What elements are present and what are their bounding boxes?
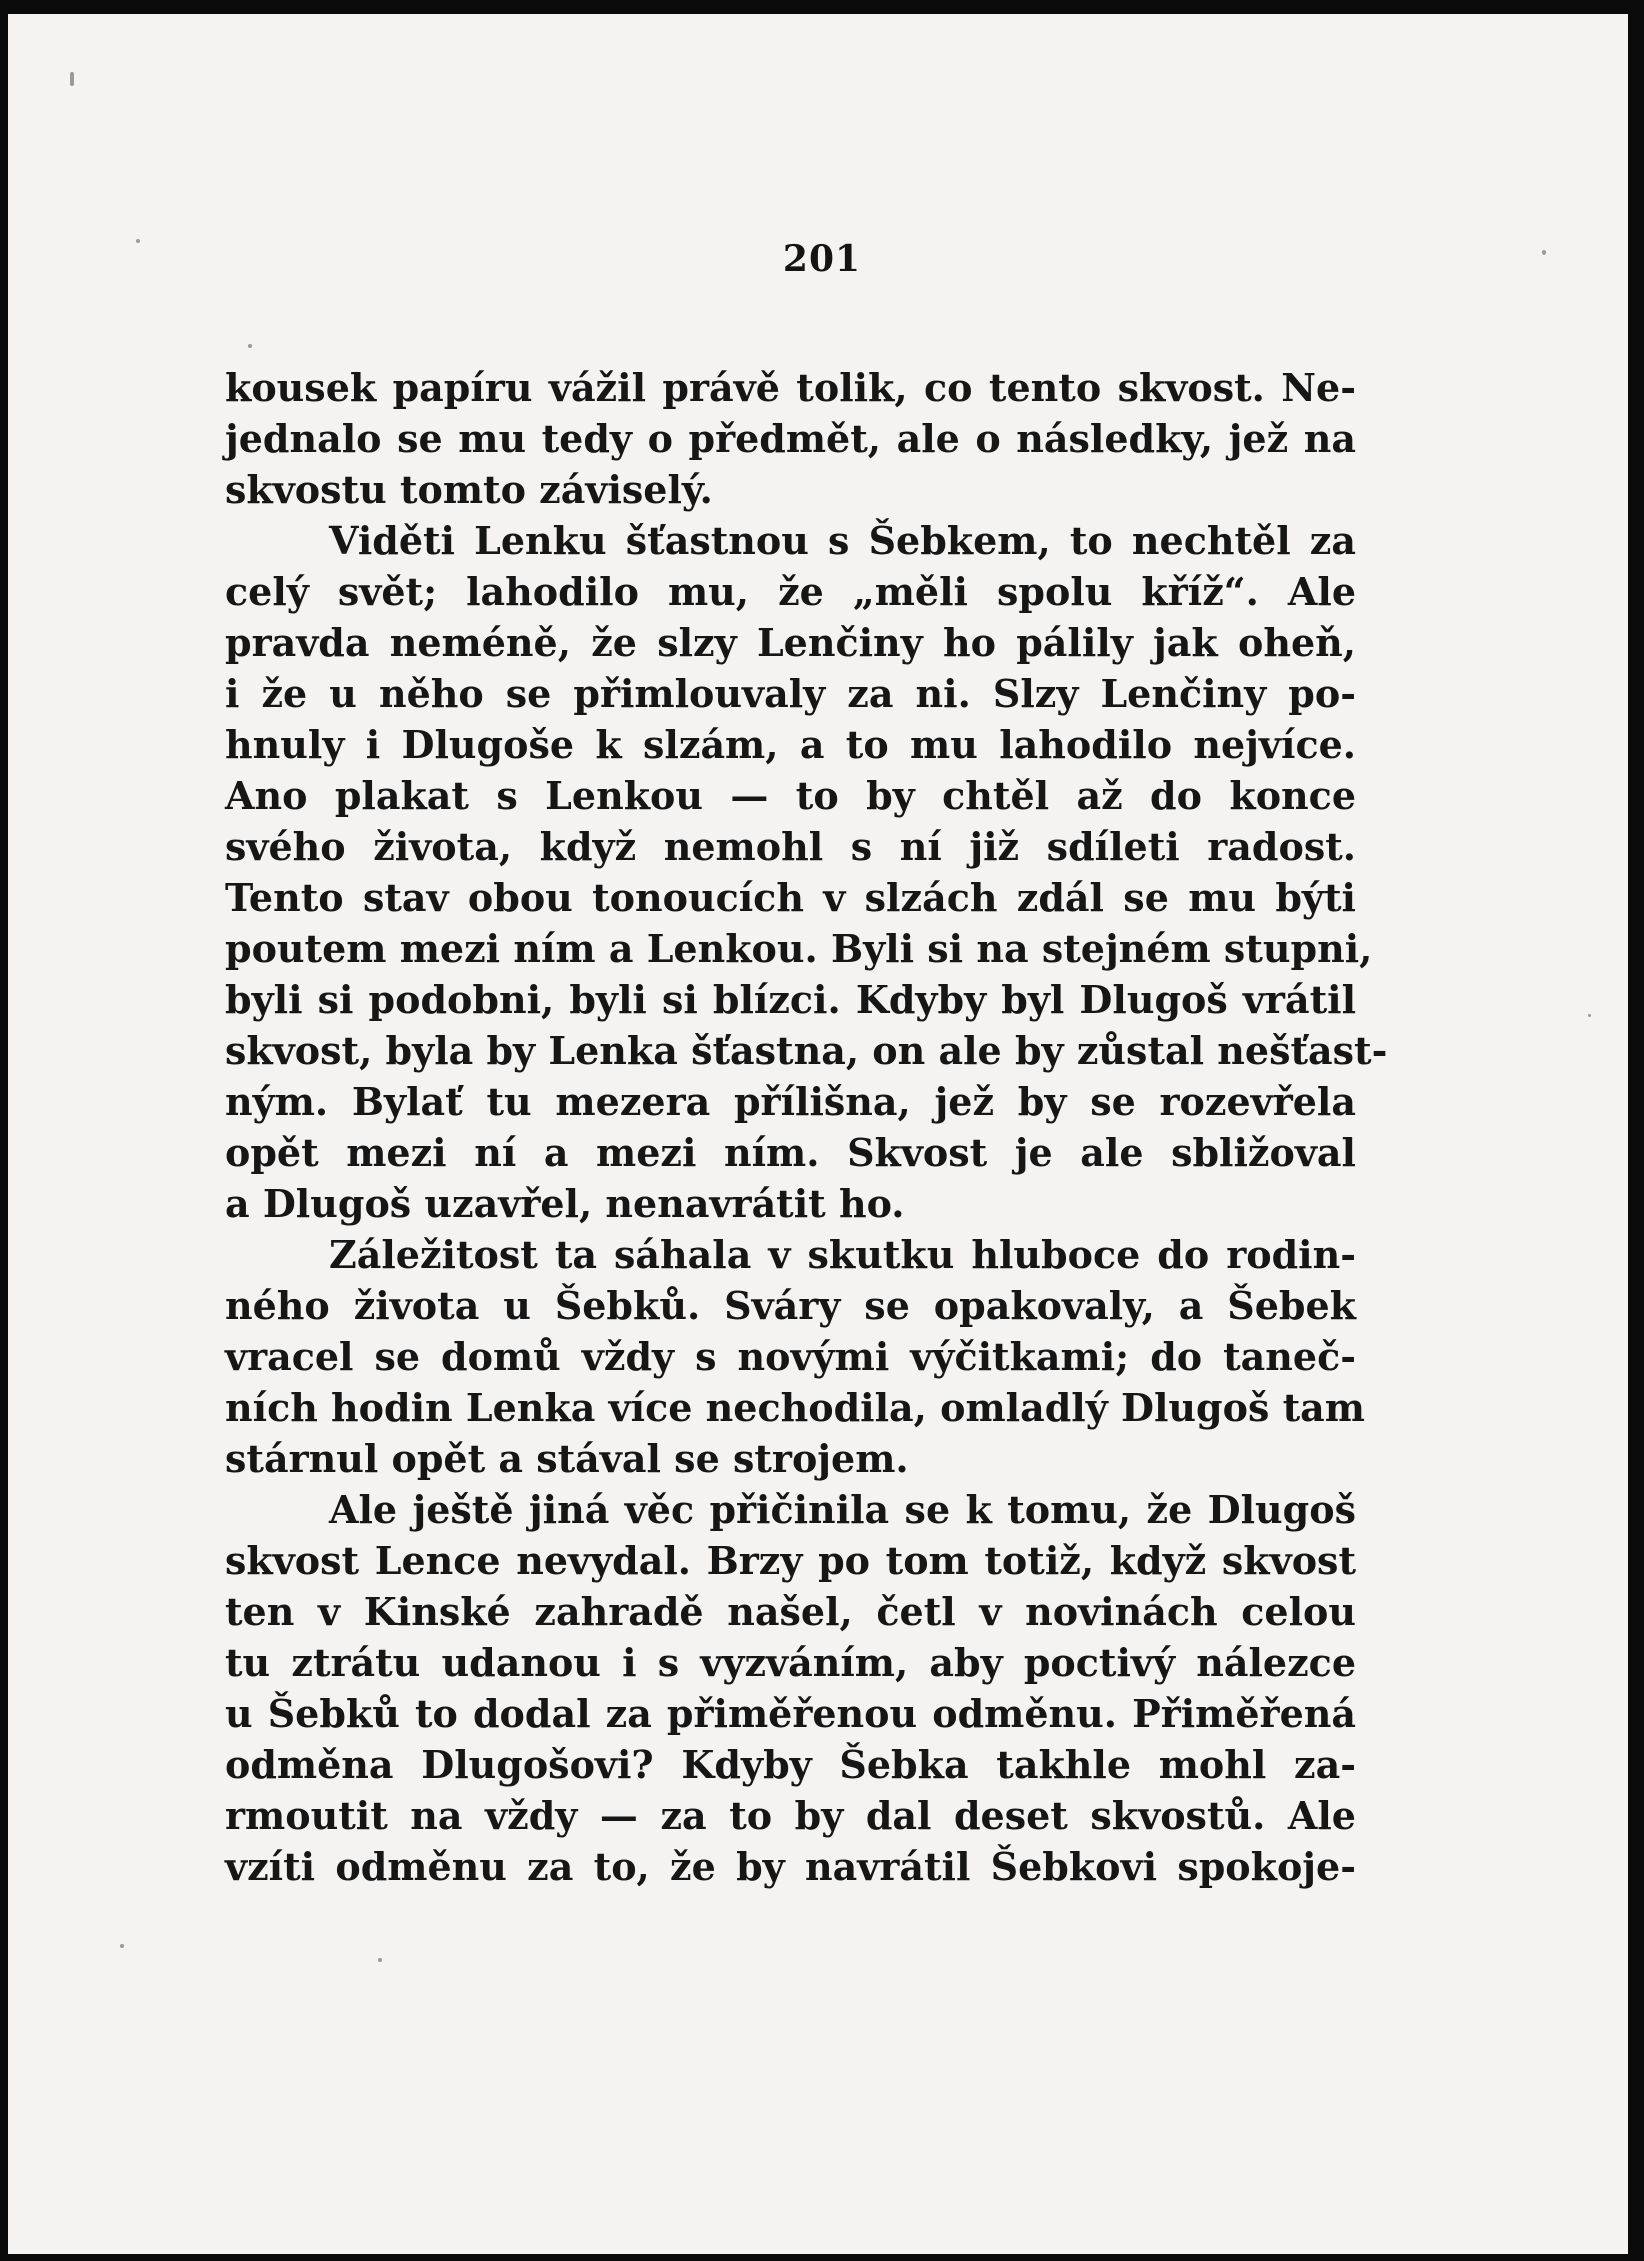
- text-line: u Šebků to dodal za přiměřenou odměnu. Přiměřená: [225, 1691, 1356, 1736]
- text-line: skvost Lence nevydal. Brzy po tom totiž, když skvost: [225, 1538, 1356, 1583]
- text-line: hnuly i Dlugoše k slzám, a to mu lahodilo nejvíce.: [225, 722, 1356, 767]
- dust-speck: [1588, 1014, 1591, 1017]
- text-line: vzíti odměnu za to, že by navrátil Šebkovi spokoje-: [225, 1844, 1356, 1889]
- text-line: ným. Bylať tu mezera přílišna, jež by se rozevřela: [225, 1079, 1356, 1124]
- text-line: svého života, když nemohl s ní již sdíleti radost.: [225, 824, 1356, 869]
- text-line: celý svět; lahodilo mu, že „měli spolu kříž“. Ale: [225, 569, 1356, 614]
- text-line: jednalo se mu tedy o předmět, ale o následky, jež na: [225, 416, 1356, 461]
- text-line: rmoutit na vždy — za to by dal deset skvostů. Ale: [225, 1793, 1356, 1838]
- text-line: byli si podobni, byli si blízci. Kdyby byl Dlugoš vrátil: [225, 977, 1356, 1022]
- text-line: poutem mezi ním a Lenkou. Byli si na stejném stupni,: [225, 926, 1373, 971]
- dust-speck: [378, 1958, 382, 1962]
- text-line: ného života u Šebků. Sváry se opakovaly, a Šebek: [225, 1283, 1356, 1328]
- text-line: a Dlugoš uzavřel, nenavrátit ho.: [225, 1181, 905, 1226]
- page-number: 201: [782, 238, 862, 280]
- text-line: ten v Kinské zahradě našel, četl v novinách celou: [225, 1589, 1356, 1634]
- text-line: pravda neméně, že slzy Lenčiny ho pálily jak oheň,: [225, 620, 1356, 665]
- text-line: Ano plakat s Lenkou — to by chtěl až do konce: [225, 773, 1356, 818]
- text-line: Záležitost ta sáhala v skutku hluboce do rodin-: [329, 1232, 1356, 1277]
- text-line: Tento stav obou tonoucích v slzách zdál se mu býti: [225, 875, 1356, 920]
- dust-speck: [120, 1944, 124, 1948]
- text-line: opět mezi ní a mezi ním. Skvost je ale sbližoval: [225, 1130, 1356, 1175]
- text-line: kousek papíru vážil právě tolik, co tento skvost. Ne-: [225, 365, 1356, 410]
- body-text: [225, 362, 1388, 1892]
- text-line: skvost, byla by Lenka šťastna, on ale by zůstal nešťast-: [225, 1028, 1388, 1073]
- dust-speck: [248, 344, 252, 348]
- text-line: ních hodin Lenka více nechodila, omladlý Dlugoš tam: [225, 1385, 1365, 1430]
- text-line: Ale ještě jiná věc přičinila se k tomu, že Dlugoš: [329, 1487, 1356, 1532]
- text-line: stárnul opět a stával se strojem.: [225, 1436, 909, 1481]
- text-line: odměna Dlugošovi? Kdyby Šebka takhle mohl za-: [225, 1742, 1356, 1787]
- text-line: skvostu tomto záviselý.: [225, 467, 713, 512]
- text-line: tu ztrátu udanou i s vyzváním, aby poctivý nálezce: [225, 1640, 1356, 1685]
- text-line: vracel se domů vždy s novými výčitkami; do taneč-: [225, 1334, 1356, 1379]
- text-line: Viděti Lenku šťastnou s Šebkem, to nechtěl za: [329, 518, 1356, 563]
- dust-speck: [70, 72, 74, 86]
- text-line: i že u něho se přimlouvaly za ni. Slzy Lenčiny po-: [225, 671, 1356, 716]
